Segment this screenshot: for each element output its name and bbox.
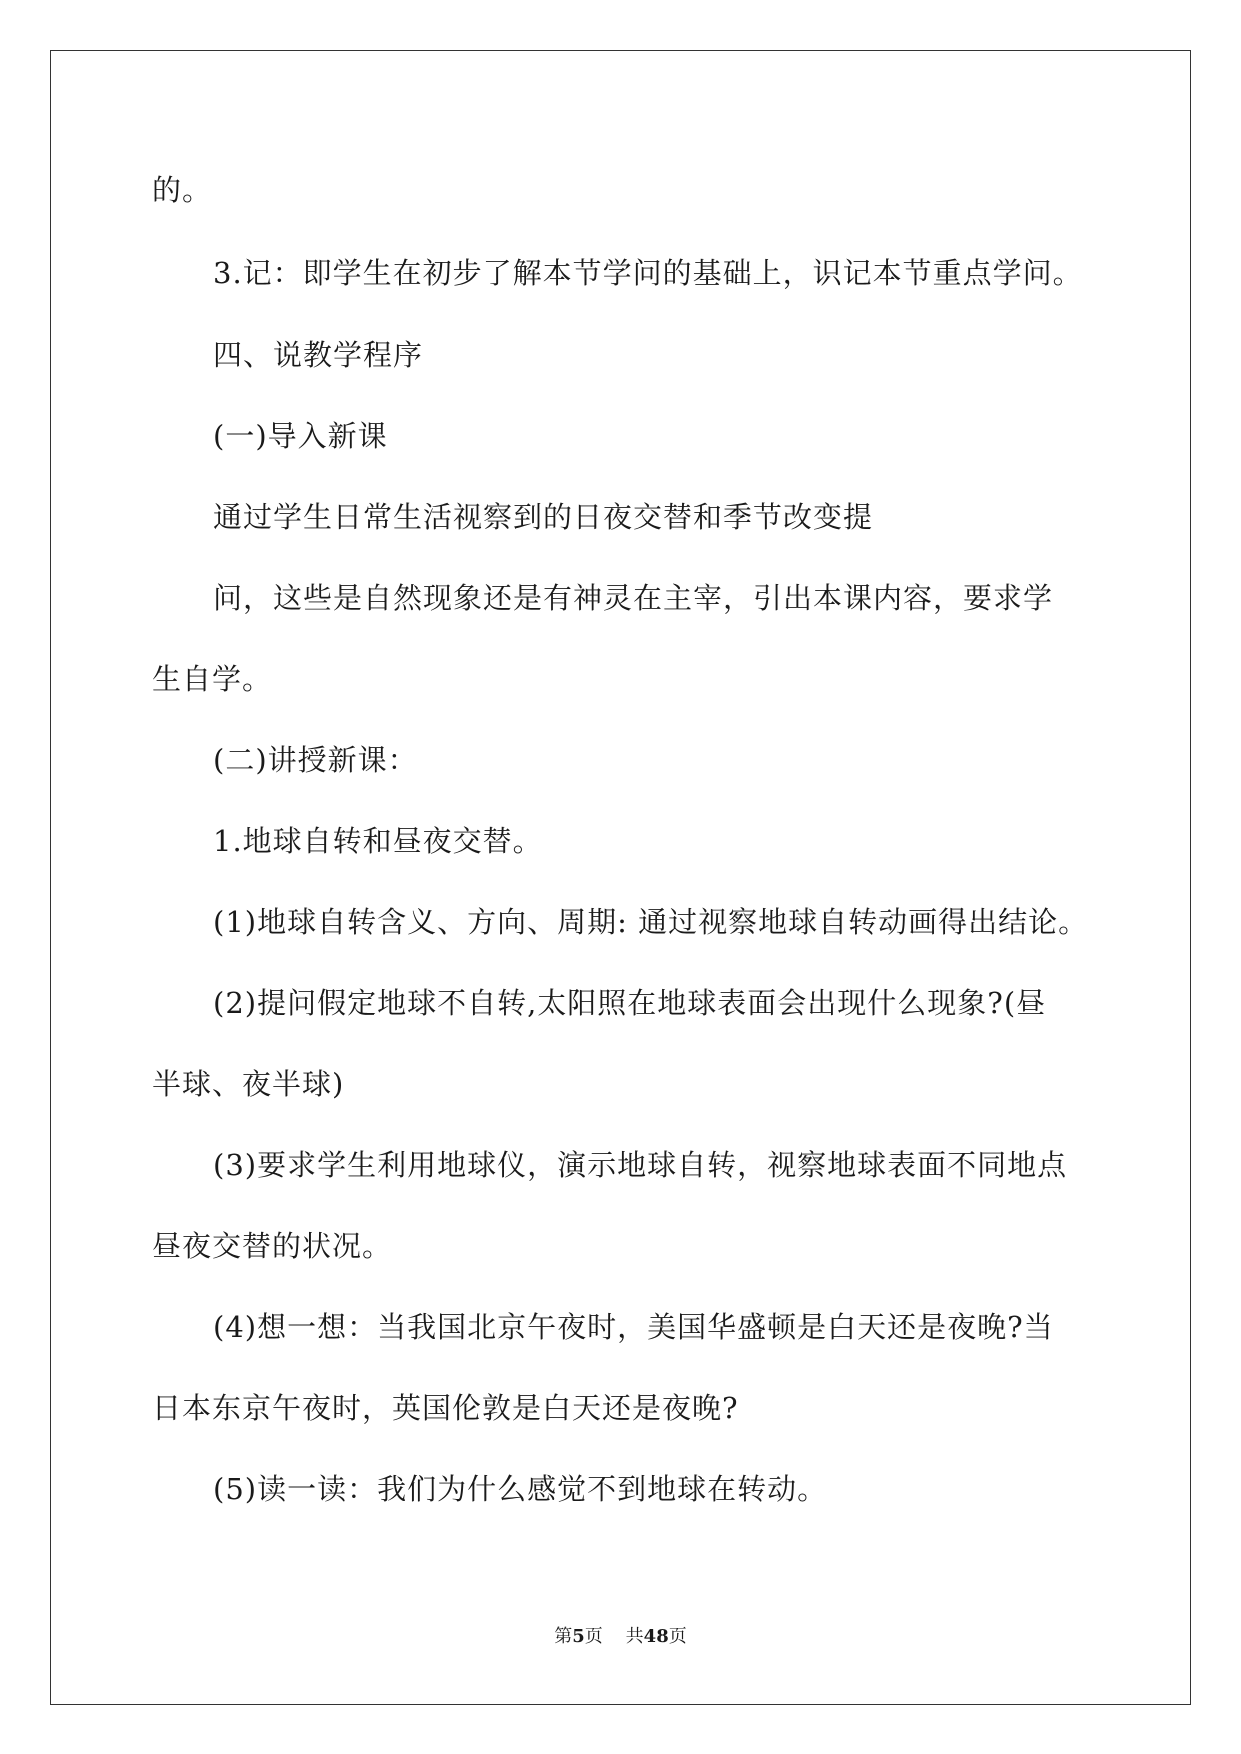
body-line: 生自学。 <box>152 662 273 696</box>
subsection-heading: (二)讲授新课： <box>213 743 418 777</box>
page-unit: 页 <box>584 1626 603 1647</box>
body-line: (4)想一想：当我国北京午夜时，美国华盛顿是白天还是夜晚?当 <box>213 1310 1054 1344</box>
body-line: (5)读一读：我们为什么感觉不到地球在转动。 <box>213 1472 828 1506</box>
page-prefix: 第 <box>554 1626 573 1647</box>
body-line: 通过学生日常生活视察到的日夜交替和季节改变提 <box>213 500 874 534</box>
current-page-number: 5 <box>572 1626 585 1647</box>
body-line: 半球、夜半球) <box>152 1067 345 1101</box>
body-line: 昼夜交替的状况。 <box>152 1229 393 1263</box>
body-line: (1)地球自转含义、方向、周期: 通过视察地球自转动画得出结论。 <box>213 905 1089 939</box>
total-unit: 页 <box>668 1626 687 1647</box>
section-heading: 四、说教学程序 <box>213 338 424 372</box>
body-line: (2)提问假定地球不自转,太阳照在地球表面会出现什么现象?(昼 <box>213 986 1047 1020</box>
subsection-heading: (一)导入新课 <box>213 419 388 453</box>
total-prefix: 共 <box>625 1626 644 1647</box>
body-line: 日本东京午夜时，英国伦敦是白天还是夜晚? <box>152 1391 739 1425</box>
body-line: 1.地球自转和昼夜交替。 <box>213 824 543 858</box>
body-line: (3)要求学生利用地球仪，演示地球自转，视察地球表面不同地点 <box>213 1148 1068 1182</box>
page-border <box>50 50 1191 1705</box>
page-number <box>0 1625 1241 1649</box>
body-line: 问，这些是自然现象还是有神灵在主宰，引出本课内容，要求学 <box>213 581 1054 615</box>
body-line: 的。 <box>152 173 213 207</box>
body-line: 3.记：即学生在初步了解本节学问的基础上，识记本节重点学问。 <box>213 256 1083 290</box>
total-pages-number: 48 <box>643 1626 669 1647</box>
